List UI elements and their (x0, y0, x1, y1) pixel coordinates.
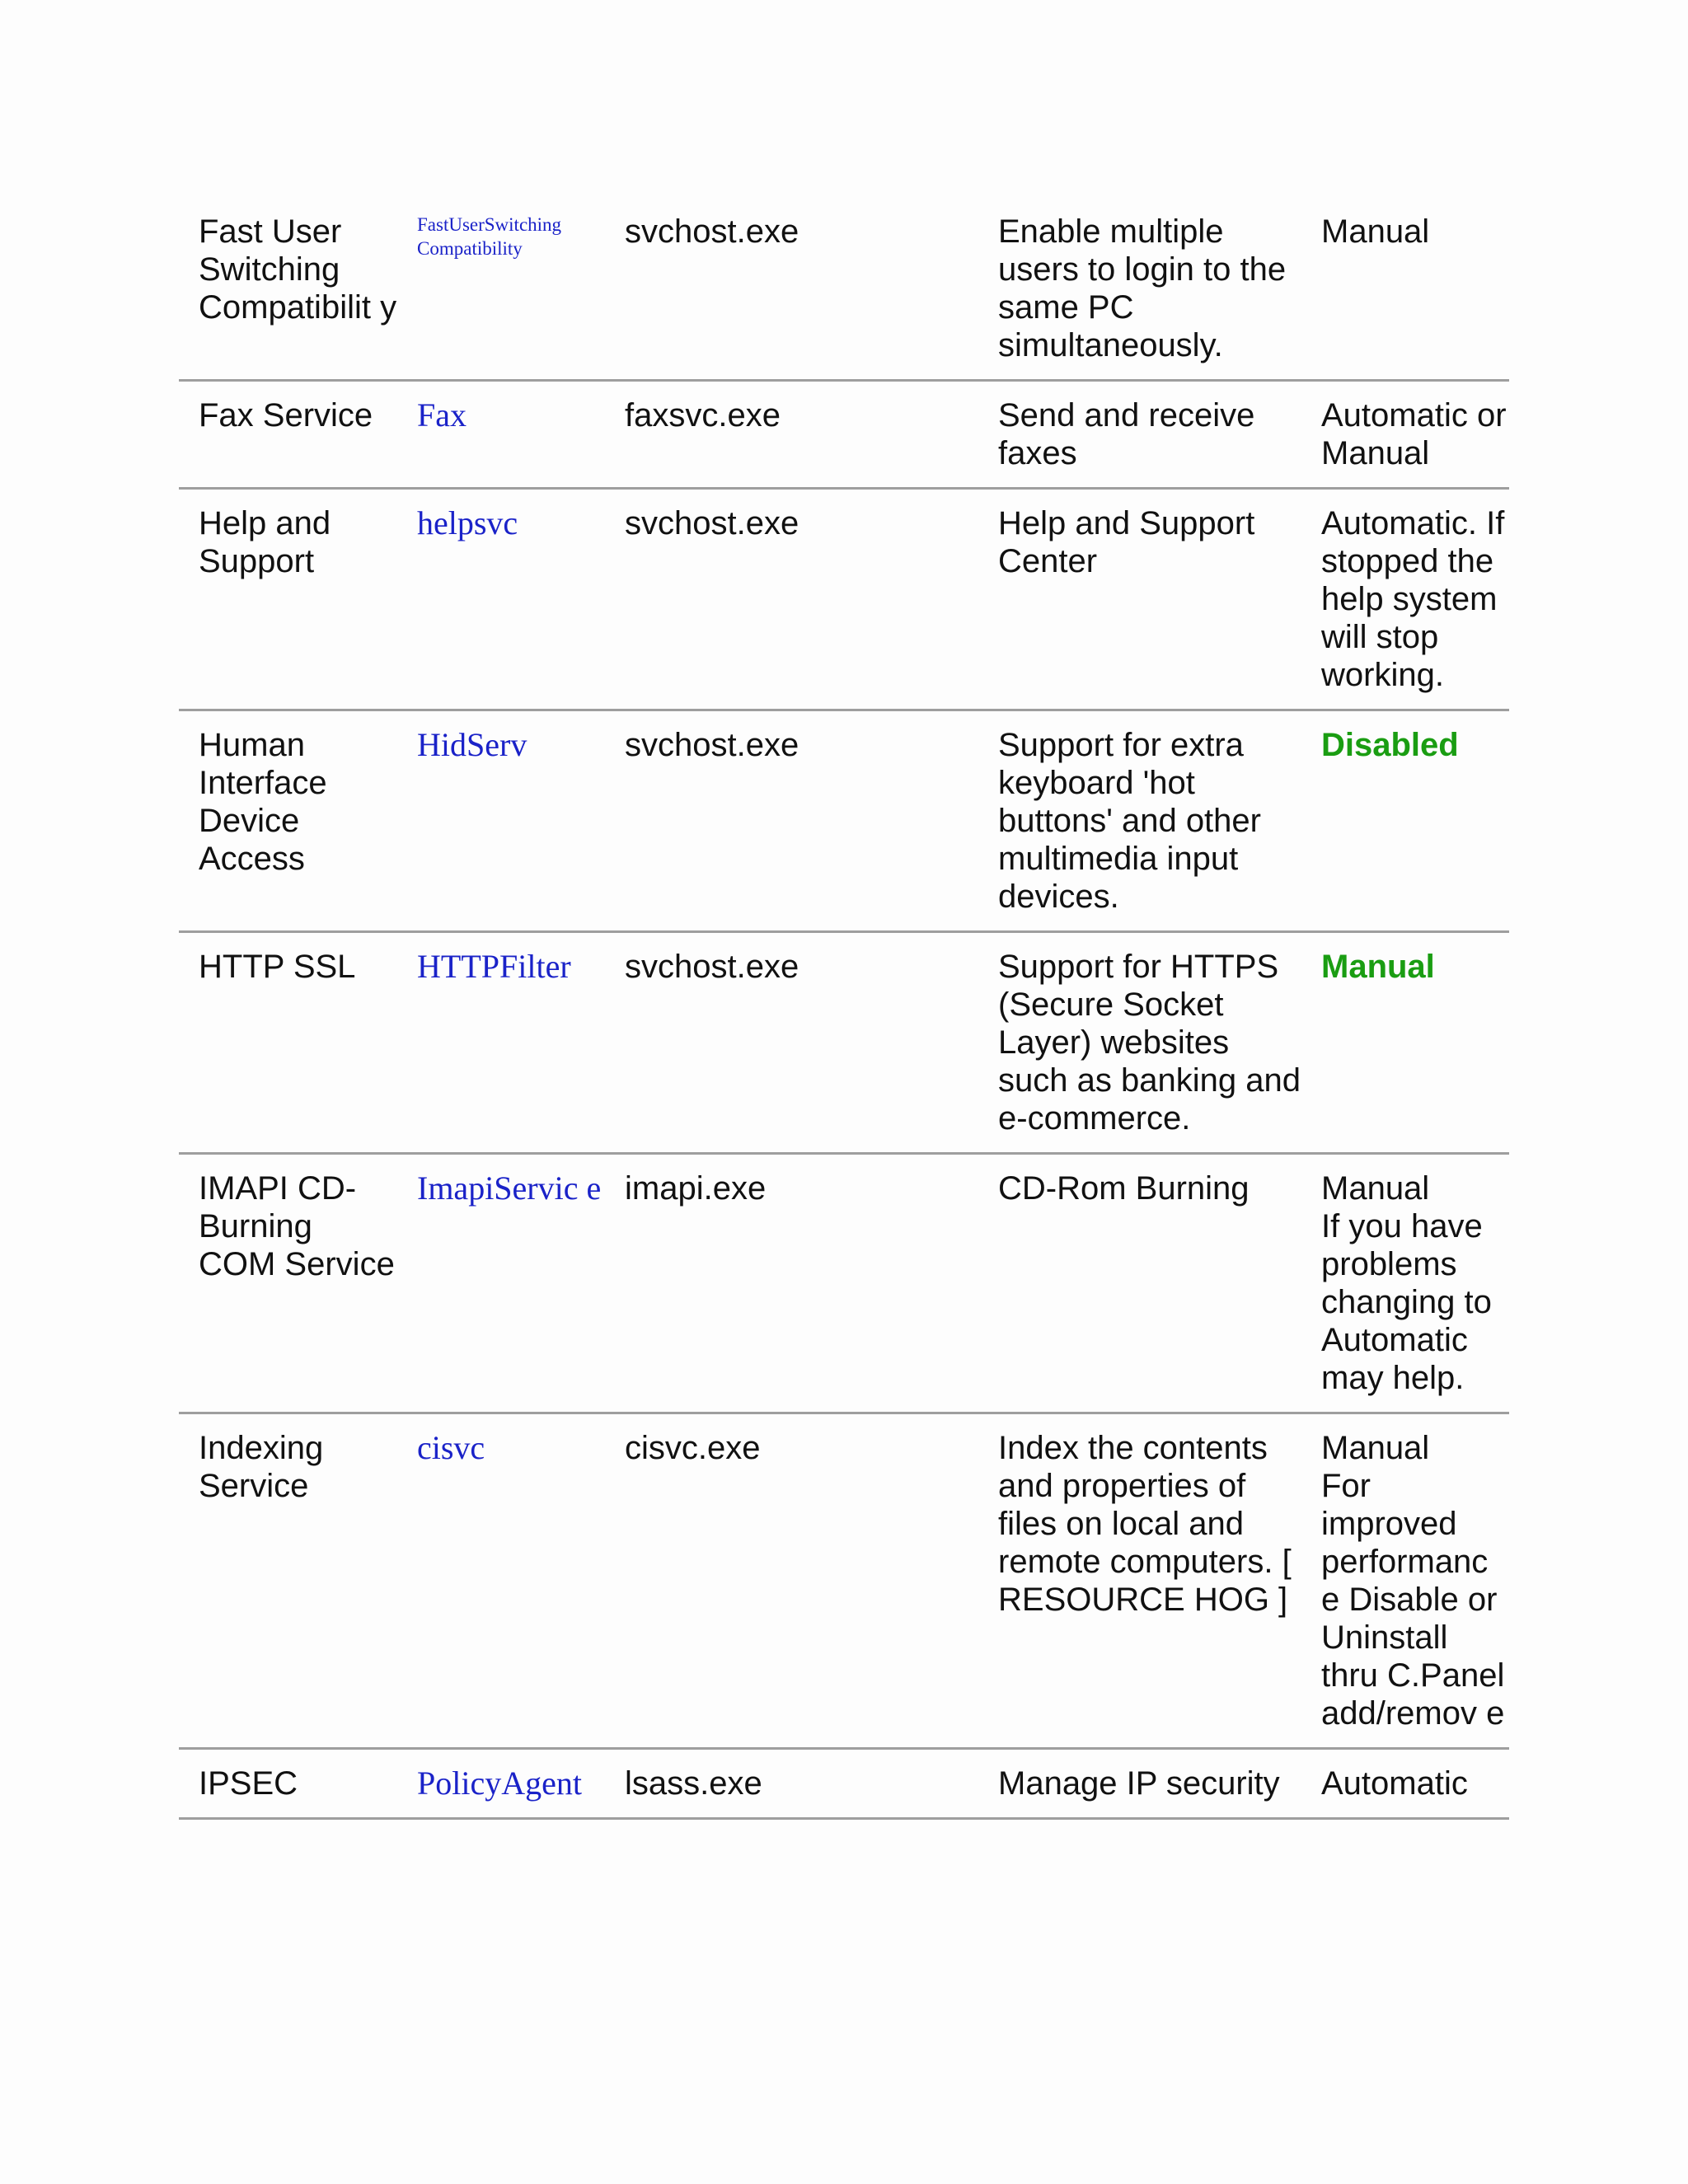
display-name-cell: Fast User Switching Compatibilit y (179, 196, 397, 381)
description-cell: Help and Support Center (978, 489, 1301, 710)
service-name-link[interactable]: cisvc (397, 1413, 605, 1749)
startup-type: Manual (1321, 213, 1430, 250)
table-row (179, 489, 1509, 710)
service-name-link[interactable]: HidServ (397, 710, 605, 932)
executable-cell: imapi.exe (605, 1154, 978, 1413)
executable-cell: svchost.exe (605, 932, 978, 1154)
startup-cell (1301, 1413, 1509, 1749)
display-name-cell: Fax Service (179, 381, 397, 489)
service-name-link[interactable]: ImapiServic e (397, 1154, 605, 1413)
description-cell: Support for HTTPS (Secure Socket Layer) websites such as banking and e-commerce. (978, 932, 1301, 1154)
startup-type-highlighted: Disabled (1321, 727, 1459, 763)
display-name-cell: IMAPI CD-Burning COM Service (179, 1154, 397, 1413)
startup-cell (1301, 381, 1509, 489)
display-name-cell: Indexing Service (179, 1413, 397, 1749)
services-page (179, 196, 1509, 1820)
startup-cell (1301, 196, 1509, 381)
table-row (179, 932, 1509, 1154)
table-row (179, 196, 1509, 381)
executable-cell: svchost.exe (605, 489, 978, 710)
services-table (179, 196, 1509, 1820)
description-cell: Send and receive faxes (978, 381, 1301, 489)
service-name-link[interactable]: HTTPFilter (397, 932, 605, 1154)
display-name-cell: IPSEC (179, 1749, 397, 1819)
startup-note: If you have problems changing to Automatic may help. (1321, 1208, 1492, 1396)
executable-cell: svchost.exe (605, 710, 978, 932)
display-name-cell: Help and Support (179, 489, 397, 710)
service-name-link[interactable]: helpsvc (397, 489, 605, 710)
service-name-link[interactable]: PolicyAgent (397, 1749, 605, 1819)
display-name-cell: Human Interface Device Access (179, 710, 397, 932)
description-cell: CD-Rom Burning (978, 1154, 1301, 1413)
service-name-link[interactable]: FastUserSwitching Compatibility (397, 196, 605, 381)
executable-cell: lsass.exe (605, 1749, 978, 1819)
table-row (179, 710, 1509, 932)
startup-type: Automatic. If stopped the help system will stop working. (1321, 505, 1505, 693)
table-row (179, 381, 1509, 489)
startup-type: Manual (1321, 1170, 1430, 1207)
display-name-cell: HTTP SSL (179, 932, 397, 1154)
startup-type: Manual (1321, 1430, 1430, 1466)
startup-type: Automatic or Manual (1321, 397, 1507, 471)
description-cell: Manage IP security (978, 1749, 1301, 1819)
executable-cell: faxsvc.exe (605, 381, 978, 489)
description-cell: Support for extra keyboard 'hot buttons' and other multimedia input devices. (978, 710, 1301, 932)
startup-type: Automatic (1321, 1765, 1468, 1802)
service-name-link[interactable]: Fax (397, 381, 605, 489)
table-row (179, 1413, 1509, 1749)
startup-cell (1301, 932, 1509, 1154)
startup-cell (1301, 1154, 1509, 1413)
startup-cell (1301, 489, 1509, 710)
table-row (179, 1749, 1509, 1819)
startup-cell (1301, 710, 1509, 932)
executable-cell: cisvc.exe (605, 1413, 978, 1749)
table-row (179, 1154, 1509, 1413)
startup-note: For improved performanc e Disable or Uninstall thru C.Panel add/remov e (1321, 1468, 1505, 1732)
startup-type-highlighted: Manual (1321, 949, 1435, 985)
executable-cell: svchost.exe (605, 196, 978, 381)
startup-cell (1301, 1749, 1509, 1819)
description-cell: Index the contents and properties of files on local and remote computers. [ RESOURCE HOG ] (978, 1413, 1301, 1749)
description-cell: Enable multiple users to login to the same PC simultaneously. (978, 196, 1301, 381)
